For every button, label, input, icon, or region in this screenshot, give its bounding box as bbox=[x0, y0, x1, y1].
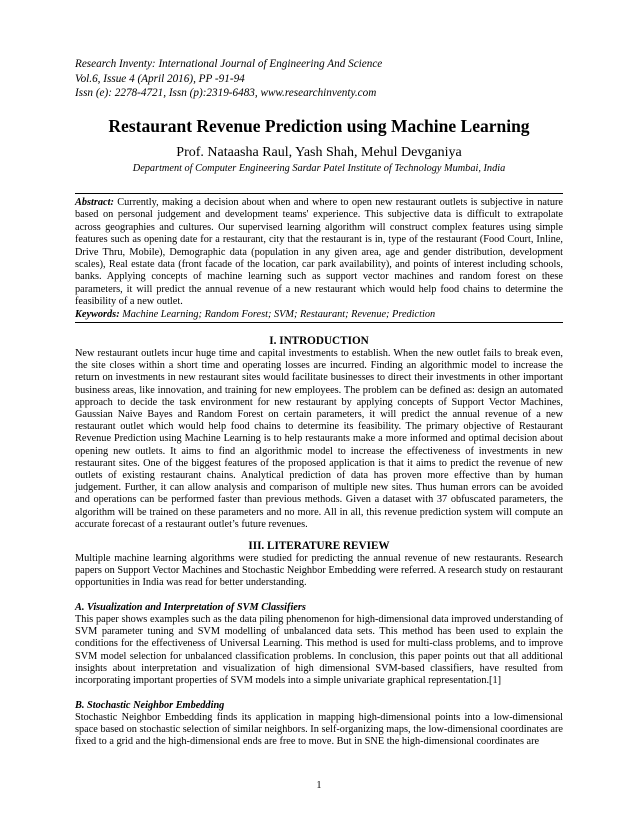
abstract-block bbox=[75, 197, 563, 309]
abstract-label: Abstract: bbox=[75, 197, 114, 208]
keywords-block bbox=[75, 309, 563, 321]
subsection-svm-text: This paper shows examples such as the data piling phenomenon for high-dimensional data improved understanding of SVM parameter tuning and SVM modelling of unbalanced data sets. This method has been used to explain the conditions for the effectiveness of Universal Learning. This method is used for multi-class problems, and to improve SVM model selection for unbalanced classification problems. In conclusion, this paper points out that all additional insights about interpretation and visualization of high dimensional SVM-based classifiers, have resulted from incorporating important properties of SVM models into a simple univariate graphical representation.[1] bbox=[75, 614, 563, 687]
literature-review-text: Multiple machine learning algorithms were studied for predicting the annual revenue of new restaurants. Research papers on Support Vector Machines and Stochastic Neighbor Embedding were referred. A research study on restaurant opportunities in India was read for better understanding. bbox=[75, 553, 563, 589]
paper-authors: Prof. Nataasha Raul, Yash Shah, Mehul Devganiya bbox=[176, 145, 462, 160]
abstract-bottom-rule bbox=[75, 322, 563, 323]
paper-title: Restaurant Revenue Prediction using Machine Learning bbox=[108, 116, 530, 136]
journal-header bbox=[75, 57, 575, 101]
section-heading-introduction: I. INTRODUCTION bbox=[269, 335, 369, 347]
subsection-sne-text: Stochastic Neighbor Embedding finds its application in mapping high-dimensional points into a low-dimensional space based on stochastic selection of similar neighbors. In self-organizing maps, the low-dimensional coordinates are fixed to a grid and the high-dimensional ends are free to move. But in SNE the high-dimensional coordinates are bbox=[75, 712, 563, 748]
keywords-label: Keywords: bbox=[75, 309, 120, 320]
author-affiliation: Department of Computer Engineering Sardar Patel Institute of Technology Mumbai, India bbox=[132, 163, 506, 174]
journal-issn: Issn (e): 2278-4721, Issn (p):2319-6483, www.researchinventy.com bbox=[75, 87, 377, 99]
journal-name: Research Inventy: International Journal of Engineering And Science bbox=[75, 58, 383, 70]
page-number: 1 bbox=[316, 780, 322, 791]
introduction-text: New restaurant outlets incur huge time and capital investments to establish. When the new outlet fails to break even, the site closes within a short time and operating losses are incurred. Finding an algorithmic model to increase the return on investments in new restaurant sites would facilitate businesses to direct their investments in other important business areas, like innovation, and training for new employees. The problem can be defined as: design an automated approach to decide the task environment for new restaurant by applying concepts of Support Vector Machines, Gaussian Naive Bayes and Random Forest on certain parameters, it will predict the annual revenue of a new restaurant outlet which would help food chains to determine its feasibility. The primary objective of Restaurant Revenue Prediction using Machine Learning is to help restaurants make a more informed and optimal decision about opening new outlets. It aims to find an algorithmic model to increase the effectiveness of investments in new restaurant sites. One of the biggest features of the proposed application is that it aims to predict the revenue of new outlets of existing restaurant chains. Analytical prediction of data has proven more effective than by human judgement. Further, it can allow analysis and comparison of multiple new sites. Thus human errors can be avoided and operations can be performed faster than previous methods. Given a dataset with 37 obfuscated parameters, the algorithm will be trained on these parameters and no more. All in all, this revenue prediction system will compute an accurate forecast of a restaurant outlet’s future revenues. bbox=[75, 348, 563, 530]
subsection-heading-svm: A. Visualization and Interpretation of SVM Classifiers bbox=[75, 602, 306, 613]
abstract-text: Currently, making a decision about when and where to open new restaurant outlets is subjective in nature based on personal judgement and development teams' experience. This subjective data is difficult to extrapolate across geographies and cultures. Our supervised learning algorithm will construct complex features using simple features such as opening date for a restaurant, city that the restaurant is in, type of the restaurant (Food Court, Inline, Drive Thru, Mobile), Demographic data (population in any given area, age and gender distribution, development scales), Real estate data (front facade of the location, car park availability), and points of interest including schools, banks. Applying concepts of machine learning such as support vector machines and random forest on these parameters, it will predict the annual revenue of a new restaurant which would help food chains to determine the feasibility of a new outlet. bbox=[75, 197, 564, 308]
subsection-heading-sne: B. Stochastic Neighbor Embedding bbox=[75, 700, 225, 711]
journal-volume: Vol.6, Issue 4 (April 2016), PP -91-94 bbox=[75, 72, 245, 85]
keywords-text: Machine Learning; Random Forest; SVM; Restaurant; Revenue; Prediction bbox=[122, 309, 436, 320]
section-heading-literature-review: III. LITERATURE REVIEW bbox=[248, 540, 390, 552]
abstract-top-rule bbox=[75, 193, 563, 194]
